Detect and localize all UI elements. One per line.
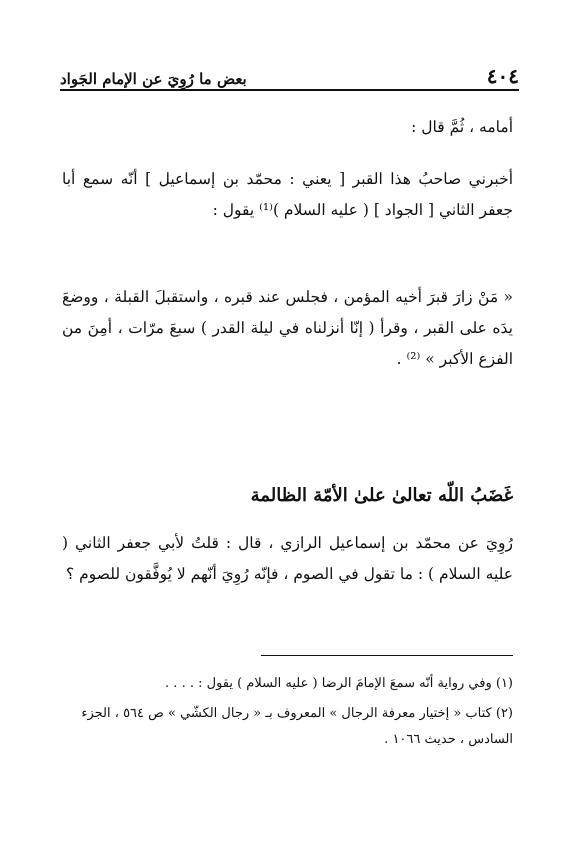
footnote-1: (١) وفي رواية أنّه سمعَ الإمامَ الرضا ( عليه السلام ) يقول : . . . . <box>165 676 513 691</box>
footnote-separator <box>261 655 513 656</box>
header-rule <box>60 89 519 91</box>
paragraph-intro-text: أمامه ، ثُمَّ قال : <box>411 118 513 136</box>
footnote-2: (٢) كتاب « إختيار معرفة الرجال » المعروف بـ « رجال الكشّي » ص ٥٦٤ ، الجزء السادس ، حديث ١٠٦٦ . <box>81 706 513 747</box>
paragraph-hadith-text: « مَنْ زارَ قبرَ أخيه المؤمن ، فجلس عند قبره ، واستقبلَ القبلة ، ووضعَ يدَه على القبر ، وقرأ ( إنّا أنزلناه في ليلة القدر ) سبعَ مرّات ، أمِنَ من الفزع الأكبر » ⁽²⁾ . <box>62 288 513 368</box>
paragraph-intro <box>62 112 513 143</box>
section-heading: غَضَبُ اللّه تعالىٰ علىٰ الأمّة الظالمة <box>250 485 513 506</box>
paragraph-section <box>62 528 513 590</box>
paragraph-section-text: رُوِيَ عن محمّد بن إسماعيل الرازي ، قال : قلتُ لأبي جعفر الثاني ( عليه السلام ) : ما تقول في الصوم ، فإنّه رُوِيَ أنّهم لا يُوفَّقون للصوم ؟ <box>62 534 513 583</box>
page-number: ٤٠٤ <box>486 64 519 88</box>
page-header <box>60 60 519 88</box>
paragraph-narration-chain <box>62 164 513 226</box>
running-title: بعض ما رُوِيَ عن الإمام الجَواد <box>60 70 247 88</box>
paragraph-hadith <box>62 282 513 375</box>
footnotes <box>62 671 513 757</box>
paragraph-chain-text: أخبرني صاحبُ هذا القبر [ يعني : محمّد بن إسماعيل ] أنّه سمع أبا جعفر الثاني [ الجواد ] ( عليه السلام )⁽¹⁾ يقول : <box>62 170 513 219</box>
